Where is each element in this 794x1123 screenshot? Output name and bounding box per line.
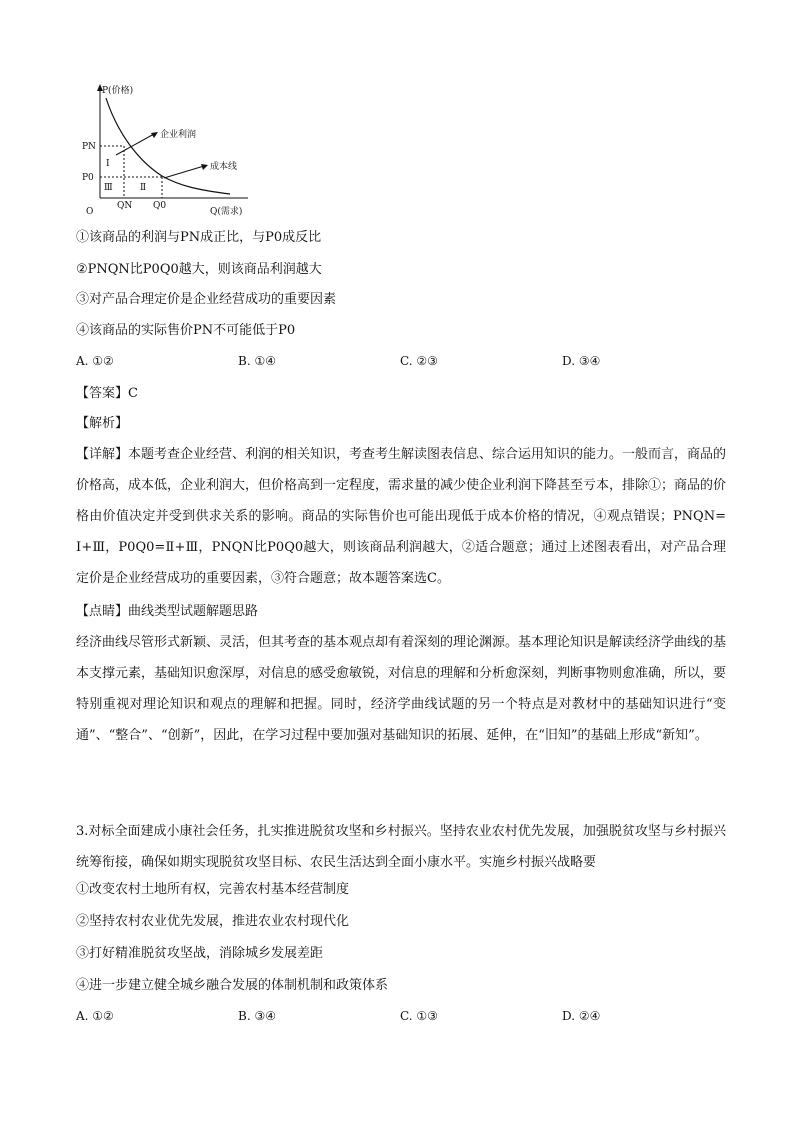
q2-option-a[interactable]: A. ①② bbox=[76, 354, 114, 368]
q3-statement-1: ①改变农村土地所有权，完善农村基本经营制度 bbox=[76, 882, 350, 897]
q2-options bbox=[76, 354, 726, 374]
q0-label: Q0 bbox=[153, 201, 167, 211]
cost-arrow bbox=[164, 166, 204, 178]
tip-body: 经济曲线尽管形式新颖、灵活，但其考查的基本观点却有着深刻的理论渊源。基本理论知识是解读经济学曲线的基本支撑元素，基础知识愈深厚，对信息的感受愈敏锐，对信息的理解和分析愈深刻，判断事物则愈准确，所以，要特别重视对理论知识和观点的理解和把握。同时，经济学曲线试题的另一个特点是对教材中的基础知识进行“变通”、“整合”、“创新”，因此，在学习过程中要加强对基础知识的拓展、延伸，在“旧知”的基础上形成“新知”。 bbox=[76, 635, 727, 743]
p0-label: P0 bbox=[82, 173, 94, 183]
detail-explanation: 【详解】本题考查企业经营、利润的相关知识，考查考生解读图表信息、综合运用知识的能力。一般而言，商品的价格高，成本低，企业利润大，但价格高到一定程度，需求量的减少使企业利润下降甚至亏本，排除①；商品的价格由价值决定并受到供求关系的影响。商品的实际售价也可能出现低于成本价格的情况，④观点错误；PNQN= Ⅰ+Ⅲ，P0Q0=Ⅱ+Ⅲ，PNQN比P0Q0越大，则该商品利润越大，②适合题意；通过上述图表看出，对产品合理定价是企业经营成功的重要因素，③符合题意；故本题答案选C。 bbox=[76, 447, 727, 586]
x-axis-label: Q(需求) bbox=[210, 207, 243, 217]
q2-statement-3: ③对产品合理定价是企业经营成功的重要因素 bbox=[76, 292, 337, 307]
qn-label: QN bbox=[117, 201, 133, 211]
q3-statement-3: ③打好精准脱贫攻坚战，消除城乡发展差距 bbox=[76, 946, 324, 961]
q2-option-d[interactable]: D. ③④ bbox=[562, 354, 601, 368]
q2-statement-2: ②PNQN比P0Q0越大，则该商品利润越大 bbox=[76, 262, 322, 277]
cost-arrowhead bbox=[201, 164, 208, 170]
q3-option-d[interactable]: D. ②④ bbox=[562, 1009, 601, 1023]
demand-curve bbox=[106, 98, 230, 194]
region-1-label: Ⅰ bbox=[106, 159, 110, 169]
q2-statement-1: ①该商品的利润与PN成正比，与P0成反比 bbox=[76, 230, 322, 245]
q2-statement-4: ④该商品的实际售价PN不可能低于P0 bbox=[76, 323, 296, 338]
q3-statement-4: ④进一步建立健全城乡融合发展的体制机制和政策体系 bbox=[76, 978, 389, 993]
y-axis-label: P(价格) bbox=[102, 86, 134, 96]
graph-svg bbox=[80, 80, 260, 220]
profit-label: 企业利润 bbox=[160, 130, 197, 140]
answer-line: 【答案】C bbox=[76, 386, 138, 401]
q2-option-b[interactable]: B. ①④ bbox=[238, 354, 276, 368]
origin-label: O bbox=[86, 207, 94, 217]
q3-option-b[interactable]: B. ③④ bbox=[238, 1009, 276, 1023]
q3-option-a[interactable]: A. ①② bbox=[76, 1009, 114, 1023]
q3-option-c[interactable]: C. ①③ bbox=[400, 1009, 438, 1023]
analysis-label: 【解析】 bbox=[76, 416, 129, 431]
q3-statement-2: ②坚持农村农业优先发展，推进农业农村现代化 bbox=[76, 914, 350, 929]
region-3-label: Ⅲ bbox=[104, 183, 113, 193]
tip-title: 【点睛】曲线类型试题解题思路 bbox=[76, 604, 259, 619]
pn-label: PN bbox=[82, 142, 96, 152]
price-demand-graph bbox=[80, 80, 260, 220]
q3-stem: 3.对标全面建成小康社会任务，扎实推进脱贫攻坚和乡村振兴。坚持农业农村优先发展，加强脱贫攻坚与乡村振兴统筹衔接，确保如期实现脱贫攻坚目标、农民生活达到全面小康水平。实施乡村振兴战略要 bbox=[76, 824, 726, 870]
cost-line-label: 成本线 bbox=[210, 162, 238, 172]
q2-option-c[interactable]: C. ②③ bbox=[400, 354, 438, 368]
q3-options bbox=[76, 1009, 726, 1029]
region-2-label: Ⅱ bbox=[140, 183, 147, 193]
